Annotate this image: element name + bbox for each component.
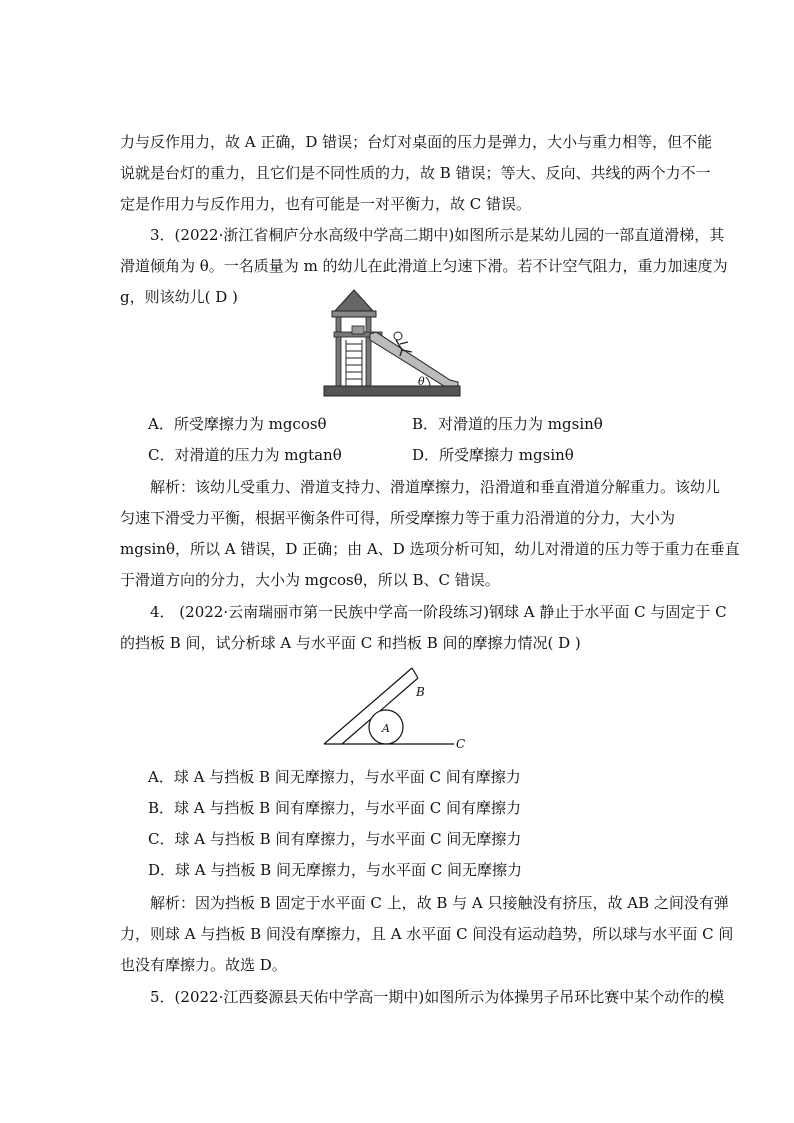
text-line: 4． (2022·云南瑞丽市第一民族中学高一阶段练习)钢球 A 静止于水平面 C 与固定于 C bbox=[150, 603, 727, 621]
angle-label: θ bbox=[418, 375, 425, 388]
q4-analysis bbox=[120, 888, 734, 981]
text-line: 5．(2022·江西婺源县天佑中学高一期中)如图所示为体操男子吊环比赛中某个动作的模 bbox=[150, 988, 725, 1006]
text-line: g，则该幼儿( D ) bbox=[120, 288, 238, 306]
board-label: B bbox=[416, 685, 425, 699]
text-line: 匀速下滑受力平衡，根据平衡条件可得，所受摩擦力等于重力沿滑道的分力，大小为 bbox=[120, 509, 676, 527]
q4-option-c: C．球 A 与挡板 B 间有摩擦力，与水平面 C 间无摩擦力 bbox=[148, 830, 522, 848]
text-line: mgsinθ，所以 A 错误，D 正确；由 A、D 选项分析可知，幼儿对滑道的压力等于重力在垂直 bbox=[120, 540, 740, 558]
q3-option-d: D．所受摩擦力 mgsinθ bbox=[412, 446, 574, 464]
text-line: 定是作用力与反作用力，也有可能是一对平衡力，故 C 错误。 bbox=[120, 195, 532, 213]
text-line: 力与反作用力，故 A 正确，D 错误；台灯对桌面的压力是弹力，大小与重力相等，但不能 bbox=[120, 133, 713, 151]
text-line: 说就是台灯的重力，且它们是不同性质的力，故 B 错误；等大、反向、共线的两个力不一 bbox=[120, 164, 711, 182]
q4-option-d: D．球 A 与挡板 B 间无摩擦力，与水平面 C 间无摩擦力 bbox=[148, 861, 522, 879]
text-line: 的挡板 B 间，试分析球 A 与水平面 C 和挡板 B 间的摩擦力情况( D ) bbox=[120, 634, 581, 652]
q5-stem bbox=[120, 982, 725, 1013]
q3-option-a: A．所受摩擦力为 mgcosθ bbox=[148, 415, 327, 433]
q4-option-b: B．球 A 与挡板 B 间有摩擦力，与水平面 C 间有摩擦力 bbox=[148, 799, 521, 817]
q3-analysis bbox=[120, 472, 740, 596]
text-line: 力，则球 A 与挡板 B 间没有摩擦力，且 A 水平面 C 间没有运动趋势，所以球与水平面 C 间 bbox=[120, 925, 734, 943]
text-line: 解析：因为挡板 B 固定于水平面 C 上，故 B 与 A 只接触没有挤压，故 AB 之间没有弹 bbox=[150, 894, 729, 912]
q3-option-c: C．对滑道的压力为 mgtanθ bbox=[148, 446, 342, 464]
q4-option-a: A．球 A 与挡板 B 间无摩擦力，与水平面 C 间有摩擦力 bbox=[148, 768, 521, 786]
text-line: 滑道倾角为 θ。一名质量为 m 的幼儿在此滑道上匀速下滑。若不计空气阻力，重力加速度为 bbox=[120, 257, 728, 275]
q4-stem bbox=[120, 597, 727, 659]
ground-label: C bbox=[456, 737, 466, 751]
text-line: 也没有摩擦力。故选 D。 bbox=[120, 956, 287, 974]
q2-explanation-end bbox=[120, 127, 713, 220]
slide-figure bbox=[322, 288, 462, 400]
text-line: 于滑道方向的分力，大小为 mgcosθ，所以 B、C 错误。 bbox=[120, 571, 500, 589]
text-line: 解析：该幼儿受重力、滑道支持力、滑道摩擦力，沿滑道和垂直滑道分解重力。该幼儿 bbox=[150, 478, 721, 496]
q3-option-b: B．对滑道的压力为 mgsinθ bbox=[412, 415, 603, 433]
ball-board-figure bbox=[320, 664, 476, 754]
ball-label: A bbox=[382, 722, 390, 735]
text-line: 3．(2022·浙江省桐庐分水高级中学高二期中)如图所示是某幼儿园的一部直道滑梯，其 bbox=[150, 226, 725, 244]
